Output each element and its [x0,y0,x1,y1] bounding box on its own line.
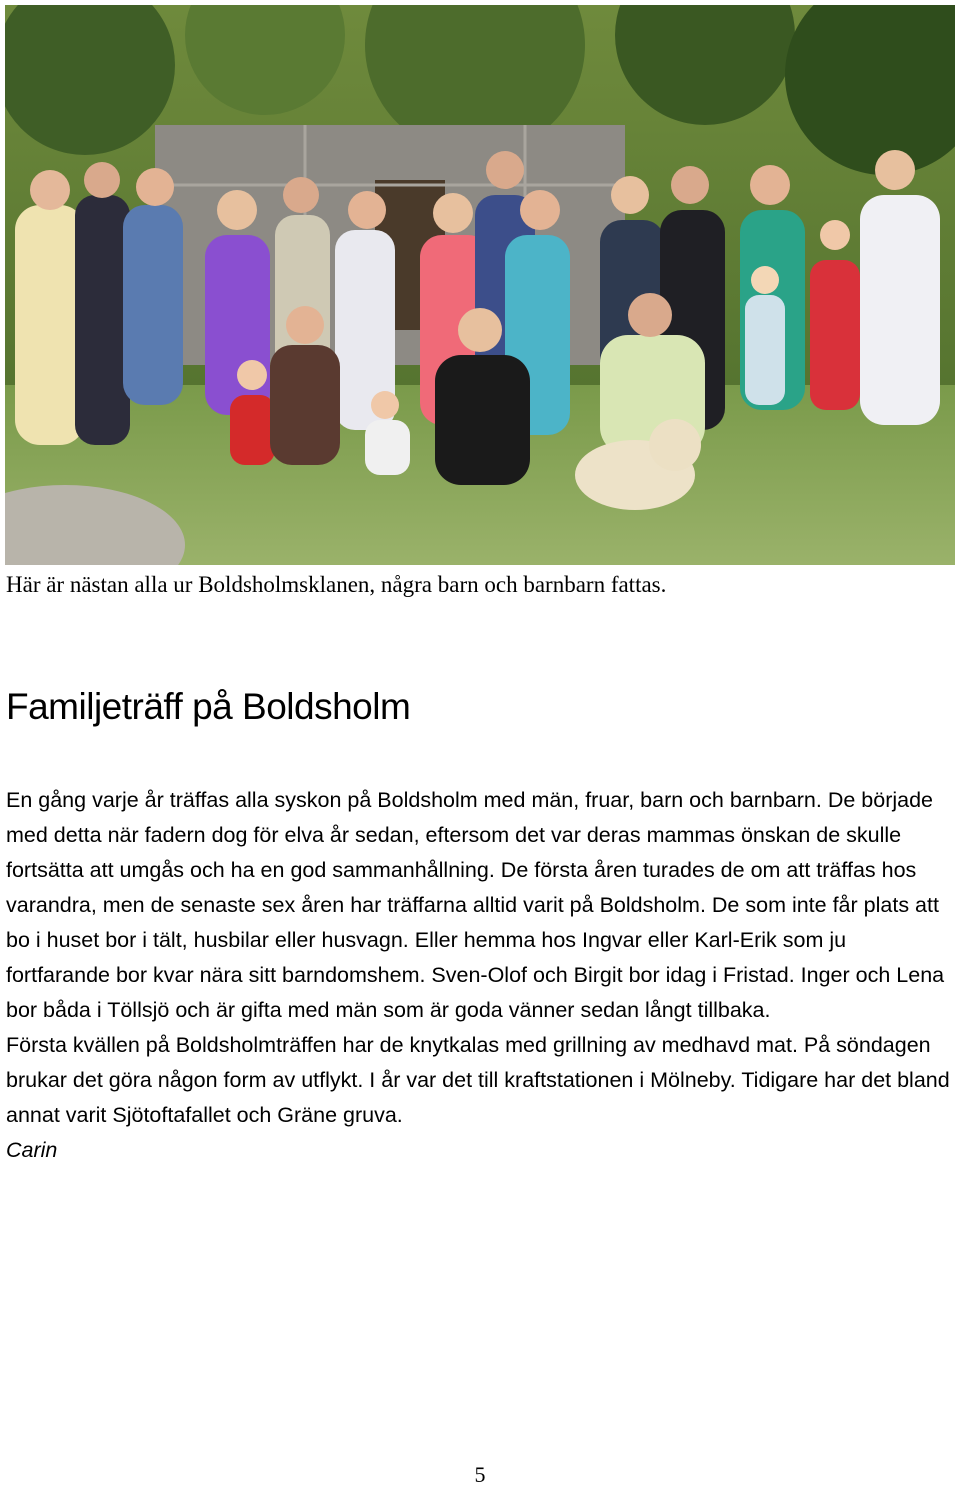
page-number: 5 [474,1462,486,1487]
article-body [6,783,951,1168]
article-paragraph: Första kvällen på Boldsholmträffen har de knytkalas med grillning av medhavd mat. På söndagen brukar det göra någon form av utflykt. I år var det till kraftstationen i Mölneby. Tidigare har det bland annat varit Sjötoftafallet och Gräne gruva. [6,1033,950,1127]
article-signature: Carin [6,1138,58,1162]
article-title: Familjeträff på Boldsholm [6,686,411,727]
photo-caption: Här är nästan alla ur Boldsholmsklanen, några barn och barnbarn fattas. [6,572,667,597]
group-photo-illustration [5,5,955,565]
article-paragraph: En gång varje år träffas alla syskon på Boldsholm med män, fruar, barn och barnbarn. De började med detta när fadern dog för elva år sedan, eftersom det var deras mammas önskan de skulle fortsätta att umgås och ha en god sammanhållning. De första åren turades de om att träffas hos varandra, men de senaste sex åren har träffarna alltid varit på Boldsholm. De som inte får plats att bo i huset bor i tält, husbilar eller husvagn. Eller hemma hos Ingvar eller Karl-Erik som ju fortfarande bor kvar nära sitt barndomshem. Sven-Olof och Birgit bor idag i Fristad. Inger och Lena bor båda i Töllsjö och är gifta med män som är goda vänner sedan långt tillbaka. [6,788,945,1022]
group-photo [5,5,955,565]
